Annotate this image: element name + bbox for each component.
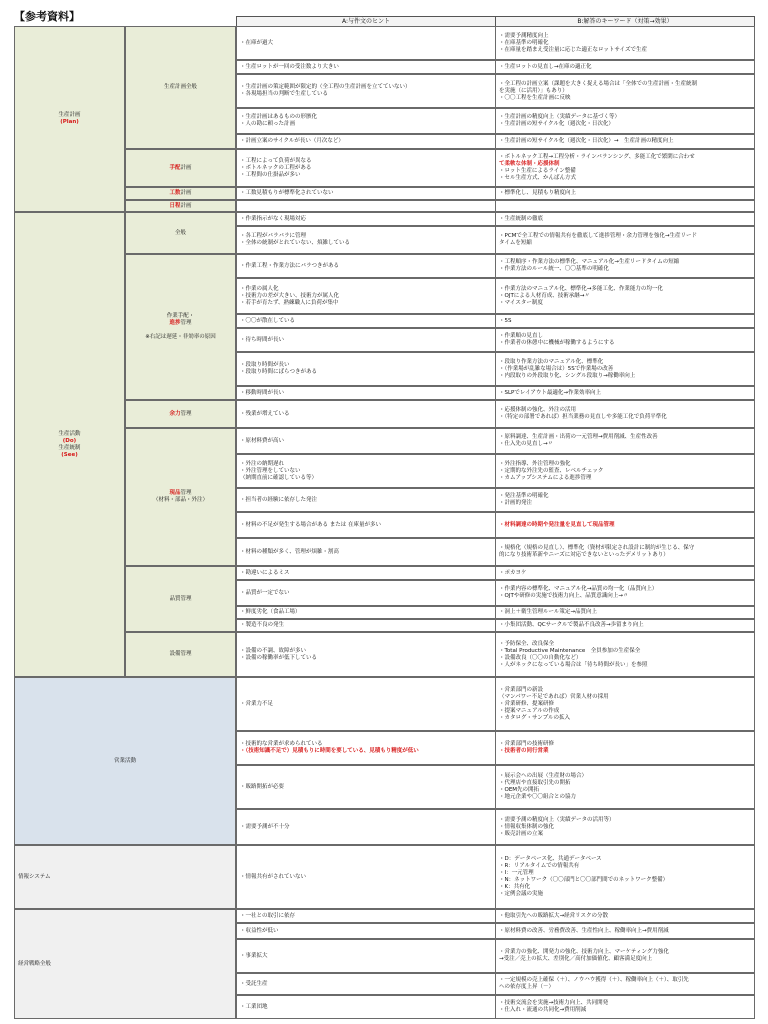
keyword-cell: ・営業部門の技術研修 ・技術者の同行営業: [495, 731, 755, 765]
keyword-cell: [495, 200, 755, 212]
hint-cell: ・情報共有がされていない: [236, 845, 496, 909]
hint-cell: ・勘違いによるミス: [236, 566, 496, 580]
keyword-cell: ・営業力の強化、開発力の強化、技術力向上、マーケティング力強化 →受注／売上の拡大、差別化／高付加価値化、顧客満足度向上: [495, 939, 755, 973]
subsection-yoryoku: 余力管理: [125, 400, 236, 428]
hint-cell: ・技術的な営業が求められている ・（技術知識不足で）見積もりに時間を要している、見積もり精度が低い: [236, 731, 496, 765]
keyword-cell: ・標準化し、見積もり精度向上: [495, 187, 755, 200]
keyword-cell: ・展示会への出展（生産財の場合） ・代理店や直接取引先の開拓 ・OEM先の開拓 ・地元企業や〇〇組合との協力: [495, 765, 755, 809]
keyword-cell: ・発注基準の明確化 ・計画的発注: [495, 488, 755, 512]
section-info: 情報システム: [14, 845, 236, 909]
hint-cell: ・原材料費が高い: [236, 428, 496, 454]
subsection-quality: 品質管理: [125, 566, 236, 632]
keyword-cell: ・小集団活動、QCサークルで製品不良改善→歩留まり向上: [495, 619, 755, 632]
keyword-cell: ・一定規模の売上確保（＋）、ノウハウ獲得（＋）、稼働率向上（＋）、取引先 への依存度上昇（－）: [495, 973, 755, 995]
hint-cell: ・工業団地: [236, 995, 496, 1019]
hint-cell: ・〇〇が散在している: [236, 314, 496, 328]
hint-cell: ・担当者の経験に依存した発注: [236, 488, 496, 512]
keyword-cell: ・ボトルネック工程→工程分析・ラインバランシング、多能工化で繁閑に合わせ て柔軟な体制・応援体制 ・ロット生産によるライン整備 ・セル生産方式、かんばん方式: [495, 149, 755, 187]
keyword-cell: ・全工程の計画立案（課題を大きく捉える場合は「全体での生産計画・生産統制 を実施（に活用）」もあり） ・〇〇工程を生産計画に反映: [495, 74, 755, 108]
hint-cell: ・移動時間が長い: [236, 386, 496, 400]
hint-cell: ・生産ロットが一回の受注数より大きい: [236, 60, 496, 74]
hint-cell: ・生産計画はあるものの形骸化 ・人の勘に頼った計画: [236, 108, 496, 134]
hint-cell: ・段取り時間が長い ・段取り時間にばらつきがある: [236, 352, 496, 386]
subsection-kousuu: 工数計画: [125, 187, 236, 200]
keyword-cell: ・規格化（規格の見直し）、標準化（資材が限定され設計に制約が生じる、保守 的になり技術革新やニーズに対応できないといったデメリットあり）: [495, 538, 755, 566]
hint-cell: ・材料の種類が多く、管理が煩雑・割高: [236, 538, 496, 566]
keyword-cell: ・生産計画の短サイクル化（週次化・日次化）→ 生産計画の精度向上: [495, 134, 755, 149]
keyword-cell: ・段取り作業方法のマニュアル化、標準化 ・（作業場が乱雑な場合は）5Sで作業場の改善 ・内段取りの外段取り化、シングル段取り→稼働率向上: [495, 352, 755, 386]
column-header-a: A:与件文のヒント: [236, 16, 496, 27]
subsection-equipment: 設備管理: [125, 632, 236, 677]
hint-cell: ・受託生産: [236, 973, 496, 995]
keyword-cell: ・材料調達の時期や発注量を見直して現品管理: [495, 512, 755, 538]
keyword-cell: ・生産ロットの見直し→在庫の適正化: [495, 60, 755, 74]
keyword-cell: ・生産統制の徹底: [495, 212, 755, 226]
page-title: 【参考資料】: [14, 10, 80, 23]
hint-cell: ・事業拡大: [236, 939, 496, 973]
hint-cell: ・設備の不調、故障が多い ・設備の稼働率が低下している: [236, 632, 496, 677]
keyword-cell: ・予防保全、改良保全 ・Total Productive Maintenance 全員参加の生産保全 ・設備改良（〇〇の自動化など） ・人がネックになっている場合は「待ち時間が長い」を参照: [495, 632, 755, 677]
hint-cell: ・作業指示がなく現場対応: [236, 212, 496, 226]
hint-cell: ・工程によって負荷が異なる ・ボトルネックの工程がある ・工程間の仕掛品が多い: [236, 149, 496, 187]
hint-cell: ・在庫が過大: [236, 26, 496, 60]
hint-cell: ・販路開拓が必要: [236, 765, 496, 809]
keyword-cell: ・ポカヨケ: [495, 566, 755, 580]
keyword-cell: ・SLPでレイアウト最適化→作業効率向上: [495, 386, 755, 400]
subsection-zenpan: 全般: [125, 212, 236, 254]
section-do: 生産活動 (Do) 生産統制 (See): [14, 212, 125, 677]
hint-cell: ・生産計画の策定範囲が限定的（全工程の生産計画を立てていない） ・各現場担当の判断で生産している: [236, 74, 496, 108]
hint-cell: ・品質が一定でない: [236, 580, 496, 606]
section-sales: 営業活動: [14, 677, 236, 845]
keyword-cell: ・原材料費の改善、労務費改善、生産性向上、稼働率向上→費用削減: [495, 923, 755, 939]
subsection-plan-general: 生産計画全般: [125, 26, 236, 149]
section-management: 経営戦略全般: [14, 909, 236, 1019]
keyword-cell: ・営業部門の新設 （マンパワー不足であれば）営業人材の採用 ・営業研修、提案研修 ・提案マニュアルの作成 ・カタログ・サンプルの拡入: [495, 677, 755, 731]
hint-cell: ・作業の属人化 ・技術力の差が大きい、技術力が属人化 ・若手が育たず、熟練職人に負荷が集中: [236, 278, 496, 314]
keyword-cell: ・応援体制の強化、外注の活用 ・（特定の部署であれば）担当業務の見直しや多能工化で負荷平準化: [495, 400, 755, 428]
keyword-cell: ・作業順の見直し ・作業者の休憩中に機械が稼働するようにする: [495, 328, 755, 352]
keyword-cell: ・作業方法のマニュアル化、標準化→多能工化、作業能力の均一化 ・OJTによる人材育成、技術承継→〃 ・マイスター制度: [495, 278, 755, 314]
hint-cell: ・収益性が低い: [236, 923, 496, 939]
keyword-cell: ・生産計画の精度向上（実績データに基づく等） ・生産計画の短サイクル化（週次化・日次化）: [495, 108, 755, 134]
section-plan: 生産計画 (Plan): [14, 26, 125, 212]
hint-cell: ・残業が増えている: [236, 400, 496, 428]
subsection-sagyo: 作業手配・ 進捗管理 ※右記は遅延・非効率の原因: [125, 254, 236, 400]
hint-cell: [236, 200, 496, 212]
hint-cell: ・待ち時間が長い: [236, 328, 496, 352]
column-header-b: B:解答のキーワード（対策→効果）: [495, 16, 755, 27]
subsection-nittei: 日程計画: [125, 200, 236, 212]
keyword-cell: ・外注指導、外注管理の強化 ・定期的な外注先の監査、レベルチェック ・カムアップシステムによる進捗管理: [495, 454, 755, 488]
hint-cell: ・営業力不足: [236, 677, 496, 731]
hint-cell: ・一社との取引に依存: [236, 909, 496, 923]
keyword-cell: ・他取引先への販路拡大→経営リスクの分散: [495, 909, 755, 923]
hint-cell: ・需要予測が不十分: [236, 809, 496, 845]
hint-cell: ・製造不良の発生: [236, 619, 496, 632]
hint-cell: ・作業工程・作業方法にバラつきがある: [236, 254, 496, 278]
keyword-cell: ・需要予測の精度向上（実績データの活用等） ・情報収集体制の強化 ・販売計画の立案: [495, 809, 755, 845]
hint-cell: ・鮮度劣化（食品工場）: [236, 606, 496, 619]
keyword-cell: ・作業内容の標準化、マニュアル化→品質の均一化（品質向上） ・OJTや研修の実施で技術力向上、品質意識向上→〃: [495, 580, 755, 606]
hint-cell: ・各工程がバラバラに管理 ・全体の統制がとれていない、煩雑している: [236, 226, 496, 254]
keyword-cell: ・工程順序・作業方法の標準化、マニュアル化→生産リードタイムの短縮 ・作業方法のルール統一、〇〇基準の明確化: [495, 254, 755, 278]
keyword-cell: ・5S: [495, 314, 755, 328]
keyword-cell: ・PCMで全工程での情報共有を徹底して進捗管理・余力管理を強化→生産リード タイムを短縮: [495, 226, 755, 254]
subsection-tehai: 手配計画: [125, 149, 236, 187]
hint-cell: ・工数見積もりが標準化されていない: [236, 187, 496, 200]
subsection-genpin: 現品管理 （材料・部品・外注）: [125, 428, 236, 566]
keyword-cell: ・D：データベース化、共通データベース ・R：リアルタイムでの情報共有 ・I：一元管理 ・N：ネットワーク（〇〇部門と〇〇部門間でのネットワーク整備） ・K：共有化 ・定例会議の実施: [495, 845, 755, 909]
keyword-cell: ・洞上＋衛生管理ルール策定→品質向上: [495, 606, 755, 619]
keyword-cell: ・需要予測精度向上 ・在庫基準の明確化 ・在庫量を踏まえ受注量に応じた適正なロットサイズで生産: [495, 26, 755, 60]
keyword-cell: ・技術交流会を実施→技術力向上、共同開発 ・仕入れ・流通の共同化→費用削減: [495, 995, 755, 1019]
keyword-cell: ・原料調達、生産計画・出荷の一元管理→費用削減、生産性改善 ・仕入先の見直し→〃: [495, 428, 755, 454]
hint-cell: ・計画立案のサイクルが長い（月次など）: [236, 134, 496, 149]
hint-cell: ・材料の不足が発生する場合がある または 在庫量が多い: [236, 512, 496, 538]
hint-cell: ・外注の納期遅れ ・外注管理をしていない （納期直前に確認している等）: [236, 454, 496, 488]
